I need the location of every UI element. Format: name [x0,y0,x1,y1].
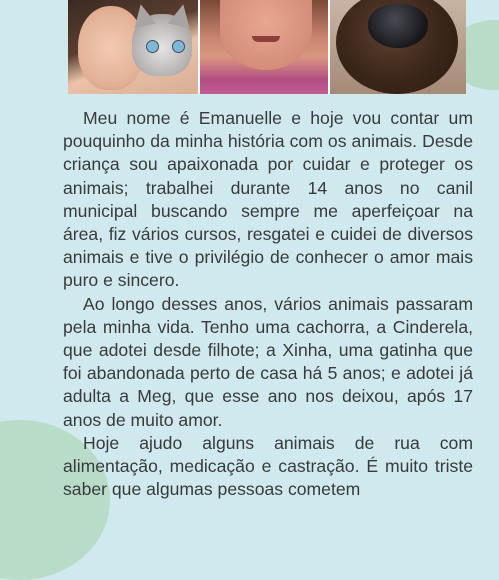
photo-woman-with-cat [68,0,198,94]
article-body [63,107,473,501]
photo-dog-nose [330,0,466,94]
woman-mouth-shape [252,36,280,42]
cat-ear-right-shape [168,2,194,28]
dog-nose-shape [368,4,428,48]
cat-eye-left-shape [146,40,159,53]
photo-strip [68,0,466,94]
article-paragraph-2: Ao longo desses anos, vários animais passaram pela minha vida. Tenho uma cachorra, a Cinderela, que adotei desde filhote; a Xinha, uma gatinha que foi abandonada perto de casa há 5 anos; e adotei já adulta a Meg, que esse ano nos deixou, após 17 anos de muito amor. [63,293,473,430]
cat-ear-left-shape [130,2,156,28]
cat-eye-right-shape [172,40,185,53]
article-paragraph-1: Meu nome é Emanuelle e hoje vou contar um pouquinho da minha história com os animais. Desde criança sou apaixonada por cuidar e proteger os animais; trabalhei durante 14 anos no canil municipal buscando sempre me aperfeiçoar na área, fiz vários cursos, resgatei e cuidei de diversos animais e tive o privilégio de conhecer o amor mais puro e sincero. [63,108,473,291]
article-paragraph-3: Hoje ajudo alguns animais de rua com alimentação, medicação e castração. É muito triste saber que algumas pessoas cometem [63,432,473,500]
woman-face-shape [220,0,312,70]
photo-woman-smiling [200,0,327,94]
